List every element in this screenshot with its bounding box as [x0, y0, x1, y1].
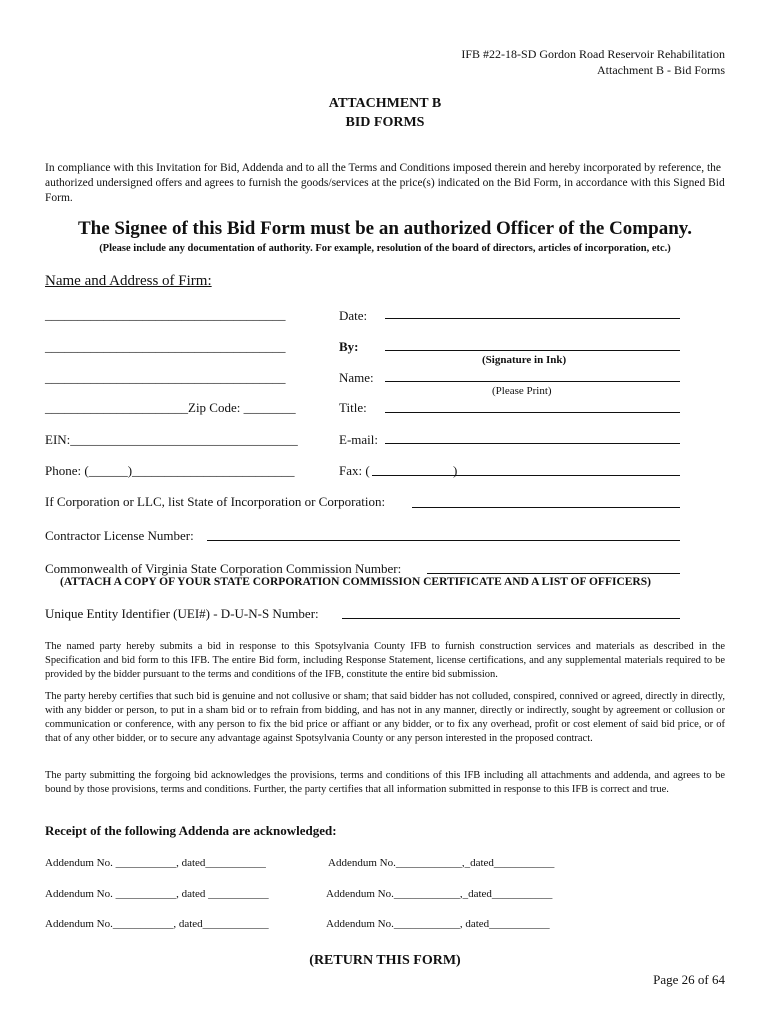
contractor-license-label: Contractor License Number: — [45, 528, 194, 543]
signee-heading: The Signee of this Bid Form must be an authorized Officer of the Company. — [78, 218, 692, 239]
title-line-1: ATTACHMENT B — [328, 96, 442, 111]
signature-input-line[interactable] — [385, 350, 680, 351]
by-label: By: — [339, 339, 359, 354]
acknowledgement-paragraph: The party submitting the forgoing bid acknowledges the provisions, terms and conditions of this IFB including all attachments and addenda, and agrees to be bound by those provisions, terms and conditions. Further, the party certifies that all information submitted in response to this IFB is correct and true. — [45, 770, 725, 795]
non-collusion-paragraph: The party hereby certifies that such bid is genuine and not collusive or sham; that said bidder has not colluded, conspired, connived or agreed, directly in directly, with any bidder or person, to put in a sham bid or to refrain from bidding, and has not in any manner, directly or indirectly, sought by agreement or collusion or communication or conference, with any person to fix the bid price or affiant or any bidder, or to fix any overhead, profit or cost element of said bid price, or of that of any other bidder, or to secure any advantage against Spotsylvania County or any person interested in the proposed contract. — [45, 691, 725, 744]
scc-number-label: Commonwealth of Virginia State Corporation Commission Number: — [45, 561, 402, 576]
email-input-line[interactable] — [385, 443, 680, 444]
firm-address-line-2[interactable]: _____________________________________ — [45, 370, 286, 385]
title-input-line[interactable] — [385, 412, 680, 413]
title-line-2: BID FORMS — [345, 115, 425, 130]
zip-code-field[interactable]: ______________________Zip Code: ________ — [45, 400, 296, 415]
uei-input-line[interactable] — [342, 618, 680, 619]
intro-paragraph: In compliance with this Invitation for Bid, Addenda and to all the Terms and Conditions imposed therein and hereby incorporated by reference, the authorized undersigned offers and agrees to furnish the goods/services at the price(s) indicated on the Bid Form, in accordance with this Signed Bid Form. — [45, 162, 725, 204]
title-label: Title: — [339, 400, 367, 415]
signee-note: (Please include any documentation of authority. For example, resolution of the board of directors, articles of incorporation, etc.) — [99, 243, 671, 254]
addendum-right-1[interactable]: Addendum No.____________,_dated___________ — [328, 857, 555, 869]
scc-attach-note: (ATTACH A COPY OF YOUR STATE CORPORATION COMMISSION CERTIFICATE AND A LIST OF OFFICERS) — [60, 576, 651, 588]
addenda-heading: Receipt of the following Addenda are acknowledged: — [45, 823, 337, 838]
addendum-right-2[interactable]: Addendum No.____________,_dated___________ — [326, 888, 553, 900]
scc-number-input-line[interactable] — [427, 573, 680, 574]
return-form-note: (RETURN THIS FORM) — [309, 953, 461, 968]
name-label: Name: — [339, 370, 374, 385]
fax-paren-close: ) — [453, 463, 458, 478]
corp-state-label: If Corporation or LLC, list State of Incorporation or Corporation: — [45, 494, 386, 509]
ein-field[interactable]: EIN:___________________________________ — [45, 432, 298, 447]
date-input-line[interactable] — [385, 318, 680, 319]
phone-field[interactable]: Phone: (______)_________________________ — [45, 463, 295, 478]
fax-label: Fax: ( — [339, 463, 370, 478]
addendum-right-3[interactable]: Addendum No.____________, dated___________ — [326, 918, 550, 930]
header-line-1: IFB #22-18-SD Gordon Road Reservoir Rehabilitation — [461, 47, 725, 61]
corp-state-input-line[interactable] — [412, 507, 680, 508]
contractor-license-input-line[interactable] — [207, 540, 680, 541]
fax-input-line[interactable] — [372, 475, 680, 476]
uei-label: Unique Entity Identifier (UEI#) - D-U-N-S Number: — [45, 606, 319, 621]
addendum-left-2[interactable]: Addendum No. ___________, dated ___________ — [45, 888, 269, 900]
email-label: E-mail: — [339, 432, 378, 447]
page-number: Page 26 of 64 — [653, 972, 725, 987]
addendum-left-3[interactable]: Addendum No.___________, dated____________ — [45, 918, 269, 930]
addendum-left-1[interactable]: Addendum No. ___________, dated___________ — [45, 857, 266, 869]
print-note: (Please Print) — [492, 385, 552, 397]
name-input-line[interactable] — [385, 381, 680, 382]
firm-address-line-1[interactable]: _____________________________________ — [45, 339, 286, 354]
signature-note: (Signature in Ink) — [482, 354, 567, 366]
firm-name-line[interactable]: _____________________________________ — [45, 307, 286, 322]
date-label: Date: — [339, 308, 368, 323]
firm-heading: Name and Address of Firm: — [45, 273, 212, 289]
bid-submission-paragraph: The named party hereby submits a bid in response to this Spotsylvania County IFB to furnish construction services and materials as described in the Specification and bid form to this IFB. The entire Bid form, including Response Statement, license certifications, and any supplemental materials required to be provided by the bidder pursuant to the terms and conditions of the IFB, constitute the entire bid submission. — [45, 641, 725, 680]
header-line-2: Attachment B - Bid Forms — [597, 63, 725, 77]
